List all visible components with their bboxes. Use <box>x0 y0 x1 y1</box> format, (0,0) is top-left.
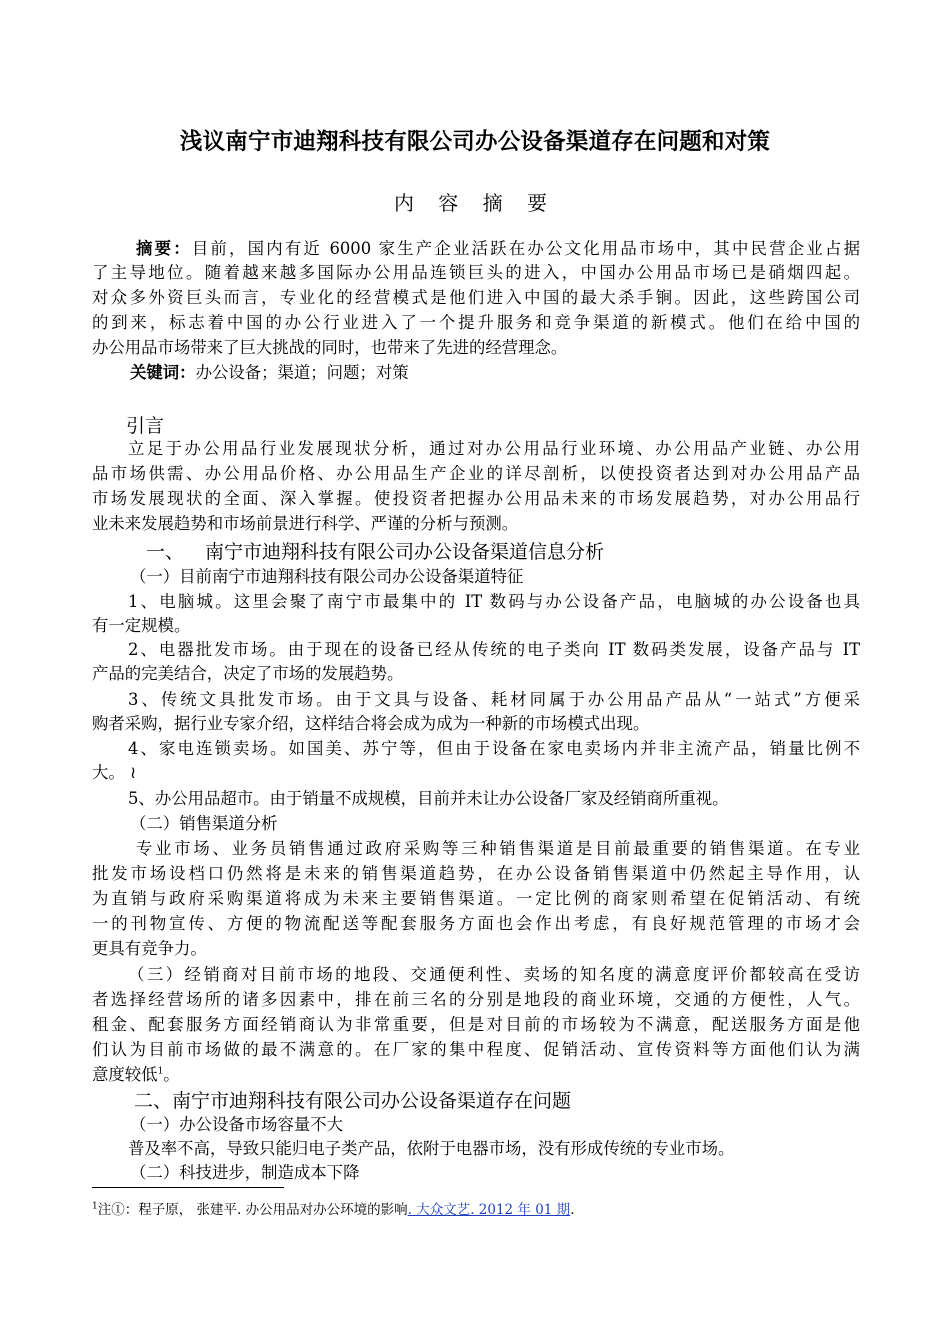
section2-sub1-text: 普及率不高，导致只能归电子类产品，依附于电器市场，没有形成传统的专业市场。 <box>128 1139 735 1158</box>
intro-line-4: 业未来发展趋势和市场前景进行科学、严谨的分析与预测。 <box>92 514 519 533</box>
sales-line-4: 一的刊物宣传、方便的物流配送等配套服务方面也会作出考虑，有良好规范管理的市场才会 <box>92 914 860 933</box>
list-item-3-line-1: 3、传统文具批发市场。由于文具与设备、耗材同属于办公用品产品从“一站式”方便采 <box>128 690 860 709</box>
footnote: $^1$注①：程子原， 张建平. 办公用品对办公环境的影响. 大众文艺. 2012 年 01 期. <box>92 1201 575 1218</box>
footnote-mark: 1 <box>92 1201 98 1212</box>
keywords-line <box>130 361 830 385</box>
keywords-text: 办公设备；渠道；问题；对策 <box>195 363 409 382</box>
sub3-line-4: 们认为目前市场做的最不满意的。在厂家的集中程度、促销活动、宣传资料等方面他们认为满 <box>92 1040 860 1059</box>
sales-line-1: 专业市场、业务员销售通过政府采购等三种销售渠道是目前最重要的销售渠道。在专业 <box>136 839 860 858</box>
abstract-heading: 内 容 摘 要 <box>393 191 557 215</box>
sub3-line-2: 者选择经营场所的诸多因素中，排在前三名的分别是地段的商业环境，交通的方便性，人气。 <box>92 990 860 1009</box>
list-item-5: 5、办公用品超市。由于销量不成规模，目前并未让办公设备厂家及经销商所重视。 <box>128 789 729 808</box>
list-item-2-line-1: 2、电器批发市场。由于现在的设备已经从传统的电子类向 IT 数码类发展，设备产品与 IT <box>128 640 860 659</box>
footnote-link[interactable]: . 大众文艺. 2012 年 01 期 <box>407 1202 571 1218</box>
list-item-4-line-2: 大。 ≀ <box>92 763 137 782</box>
sales-line-5: 更具有竞争力。 <box>92 939 207 958</box>
footnote-separator <box>92 1187 284 1188</box>
document-title: 浅议南宁市迪翔科技有限公司办公设备渠道存在问题和对策 <box>179 129 771 155</box>
section2-sub1: （一）办公设备市场容量不大 <box>130 1115 344 1134</box>
footnote-text: 注①：程子原， 张建平. 办公用品对办公环境的影响 <box>97 1202 408 1218</box>
abstract-line-1: 摘要：目前，国内有近 6000 家生产企业活跃在办公文化用品市场中，其中民营企业占据 <box>136 239 860 258</box>
keywords-label: 关键词： <box>130 363 196 382</box>
abstract-line-2: 了主导地位。随着越来越多国际办公用品连锁巨头的进入，中国办公用品市场已是硝烟四起。 <box>92 263 860 282</box>
intro-line-3: 市场发展现状的全面、深入掌握。使投资者把握办公用品未来的市场发展趋势，对办公用品行 <box>92 489 860 508</box>
section1-sub1: （一）目前南宁市迪翔科技有限公司办公设备渠道特征 <box>130 567 524 586</box>
section1-number: 一、 <box>146 541 185 563</box>
list-item-3-line-2: 购者采购，据行业专家介绍，这样结合将会成为成为一种新的市场模式出现。 <box>92 714 650 733</box>
sub3-line-3: 租金、配套服务方面经销商认为非常重要，但是对目前的市场较为不满意，配送服务方面是他 <box>92 1015 860 1034</box>
intro-heading: 引言 <box>126 415 165 437</box>
abstract-label: 摘要： <box>136 239 192 258</box>
sales-line-2: 批发市场设档口仍然将是未来的销售渠道趋势，在办公设备销售渠道中仍然起主导作用，认 <box>92 864 860 883</box>
list-item-1-line-1: 1、电脑城。这里会聚了南宁市最集中的 IT 数码与办公设备产品，电脑城的办公设备也具 <box>128 592 860 611</box>
list-item-1-line-2: 有一定规模。 <box>92 616 191 635</box>
section2-sub2: （二）科技进步，制造成本下降 <box>130 1163 360 1182</box>
sales-line-3: 为直销与政府采购渠道将成为未来主要销售渠道。一定比例的商家则希望在促销活动、有统 <box>92 889 860 908</box>
list-item-2-line-2: 产品的完美结合，决定了市场的发展趋势。 <box>92 664 404 683</box>
abstract-line-4: 的到来，标志着中国的办公行业进入了一个提升服务和竞争渠道的新模式。他们在给中国的 <box>92 313 860 332</box>
intro-line-2: 品市场供需、办公用品价格、办公用品生产企业的详尽剖析，以使投资者达到对办公用品产品 <box>92 464 860 483</box>
list-item-4-line-1: 4、家电连锁卖场。如国美、苏宁等，但由于设备在家电卖场内并非主流产品，销量比例不 <box>128 739 860 758</box>
intro-line-1: 立足于办公用品行业发展现状分析，通过对办公用品行业环境、办公用品产业链、办公用 <box>128 439 860 458</box>
section2-heading: 二、南宁市迪翔科技有限公司办公设备渠道存在问题 <box>134 1090 572 1112</box>
section1-heading: 南宁市迪翔科技有限公司办公设备渠道信息分析 <box>205 541 605 563</box>
abstract-line-5: 办公用品市场带来了巨大挑战的同时，也带来了先进的经营理念。 <box>92 338 568 357</box>
sub3-line-5: 意度较低$^1$。 <box>92 1065 180 1084</box>
footnote-ref[interactable]: 1 <box>157 1066 164 1077</box>
abstract-line-3: 对众多外资巨头而言，专业化的经营模式是他们进入中国的最大杀手锏。因此，这些跨国公司 <box>92 288 860 307</box>
sub3-line-1: （三）经销商对目前市场的地段、交通便利性、卖场的知名度的满意度评价都较高在受访 <box>128 965 860 984</box>
section1-sub2: （二）销售渠道分析 <box>130 814 278 833</box>
